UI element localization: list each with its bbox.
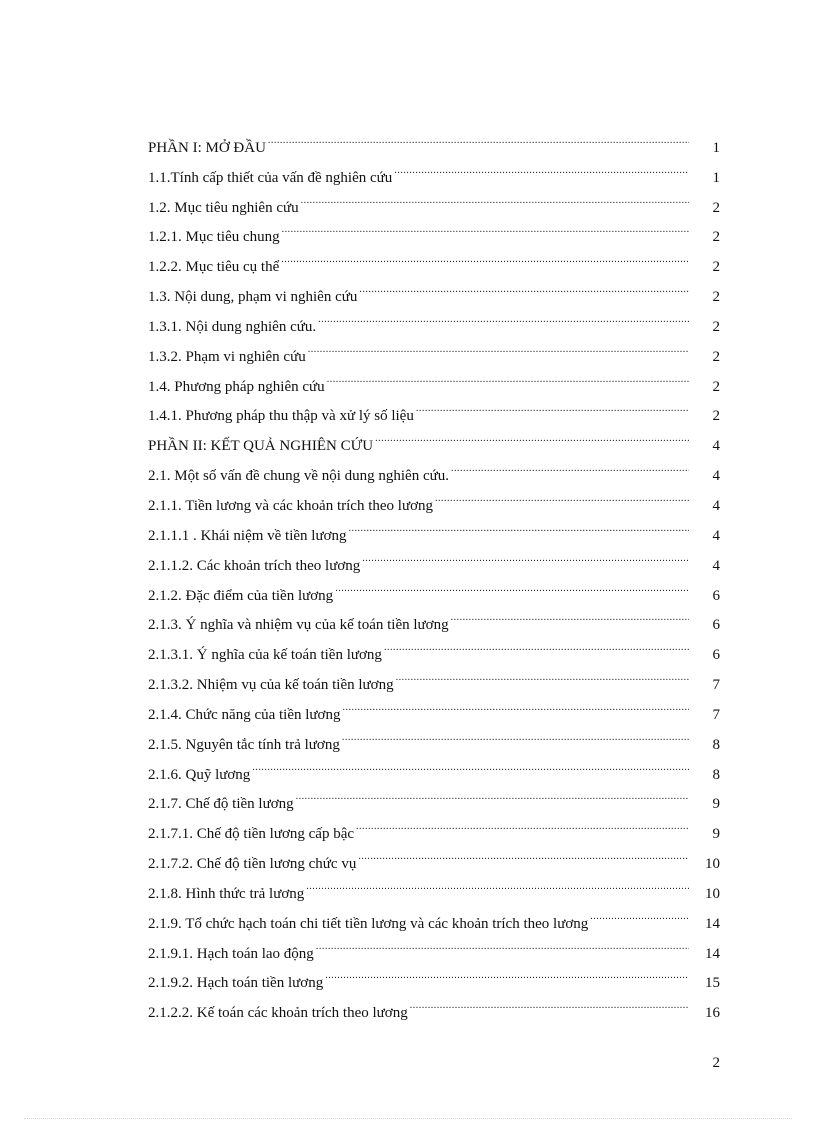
toc-dot-leader [451, 450, 689, 480]
toc-dot-leader [342, 719, 689, 749]
toc-entry-page: 6 [712, 617, 720, 634]
toc-dot-leader [384, 629, 689, 659]
toc-dot-leader [435, 480, 689, 510]
toc-entry-title: 2.1.7.1. Chế độ tiền lương cấp bậc [148, 826, 355, 843]
toc-dot-leader [282, 212, 689, 242]
toc-dot-leader [325, 958, 689, 988]
toc-entry-title: PHẦN II: KẾT QUẢ NGHIÊN CỨU [148, 438, 374, 455]
toc-entry-title: 2.1.1.2. Các khoản trích theo lương [148, 557, 361, 574]
toc-entry-page: 7 [712, 706, 720, 723]
toc-entry-page: 9 [712, 826, 720, 843]
toc-entry-title: 1.2. Mục tiêu nghiên cứu [148, 199, 299, 216]
toc-entry-title: 2.1.3.2. Nhiệm vụ của kế toán tiền lương [148, 677, 394, 694]
toc-entry-page: 7 [712, 677, 720, 694]
toc-entry-page: 1 [712, 169, 720, 186]
toc-dot-leader [327, 361, 689, 391]
toc-dot-leader [590, 898, 689, 928]
toc-dot-leader [316, 928, 689, 958]
toc-entry-page: 2 [712, 199, 720, 216]
toc-entry-title: 2.1.9. Tổ chức hạch toán chi tiết tiền lương và các khoản trích theo lương [148, 915, 589, 932]
toc-dot-leader [416, 391, 689, 421]
toc-dot-leader [343, 689, 690, 719]
toc-entry-title: 1.2.2. Mục tiêu cụ thể [148, 259, 280, 276]
toc-dot-leader [308, 331, 689, 361]
toc-entry-title: 2.1.7. Chế độ tiền lương [148, 796, 294, 813]
page-bottom-divider [24, 1118, 792, 1119]
toc-entry-page: 8 [712, 736, 720, 753]
toc-dot-leader [362, 540, 689, 570]
table-of-contents [148, 122, 720, 1022]
toc-dot-leader [296, 779, 689, 809]
toc-entry-page: 15 [705, 975, 720, 992]
toc-dot-leader [451, 600, 689, 630]
toc-entry-page: 2 [712, 408, 720, 425]
toc-entry-title: 2.1.1. Tiền lương và các khoản trích theo lương [148, 497, 433, 514]
toc-entry-title: 2.1.7.2. Chế độ tiền lương chức vụ [148, 856, 357, 873]
toc-dot-leader [356, 808, 689, 838]
toc-entry-page: 4 [712, 468, 720, 485]
toc-entry-page: 2 [712, 318, 720, 335]
toc-entry-page: 10 [705, 885, 720, 902]
toc-dot-leader [335, 570, 689, 600]
toc-entry-page: 6 [712, 587, 720, 604]
toc-dot-leader [359, 271, 689, 301]
toc-dot-leader [301, 182, 689, 212]
toc-entry-page: 14 [705, 945, 720, 962]
toc-entry-title: 2.1.3.1. Ý nghĩa của kế toán tiền lương [148, 647, 382, 664]
toc-entry-title: 2.1.3. Ý nghĩa và nhiệm vụ của kế toán tiền lương [148, 617, 449, 634]
toc-entry-page: 9 [712, 796, 720, 813]
toc-dot-leader [252, 749, 689, 779]
toc-entry-page: 4 [712, 557, 720, 574]
toc-entry-page: 4 [712, 497, 720, 514]
toc-entry-page: 2 [712, 289, 720, 306]
toc-dot-leader [349, 510, 689, 540]
toc-entry-page: 2 [712, 348, 720, 365]
toc-entry-title: 2.1. Một số vấn đề chung về nội dung nghiên cứu. [148, 468, 450, 485]
toc-entry-page: 2 [712, 229, 720, 246]
toc-entry-title: 2.1.1.1 . Khái niệm về tiền lương [148, 527, 347, 544]
toc-entry-page: 8 [712, 766, 720, 783]
toc-entry-page: 16 [705, 1005, 720, 1022]
toc-entry-title: 2.1.9.1. Hạch toán lao động [148, 945, 314, 962]
toc-entry-page: 1 [712, 139, 720, 156]
toc-dot-leader [375, 420, 689, 450]
toc-entry-page: 2 [712, 259, 720, 276]
toc-entry-title: 1.3.2. Phạm vi nghiên cứu [148, 348, 306, 365]
toc-entry-title: 1.3. Nội dung, phạm vi nghiên cứu [148, 289, 358, 306]
toc-entry-title: 2.1.8. Hình thức trả lương [148, 885, 305, 902]
toc-dot-leader [281, 241, 689, 271]
toc-dot-leader [358, 838, 689, 868]
toc-entry-page: 4 [712, 438, 720, 455]
toc-entry-title: 1.4. Phương pháp nghiên cứu [148, 378, 325, 395]
toc-entry-page: 6 [712, 647, 720, 664]
toc-entry-title: 2.1.4. Chức năng của tiền lương [148, 706, 341, 723]
toc-entry[interactable] [148, 122, 720, 156]
toc-dot-leader [394, 152, 689, 182]
toc-entry-page: 10 [705, 856, 720, 873]
toc-dot-leader [396, 659, 689, 689]
toc-entry-title: 1.4.1. Phương pháp thu thập và xử lý số liệu [148, 408, 414, 425]
toc-entry-title: 2.1.2. Đặc điểm của tiền lương [148, 587, 334, 604]
toc-dot-leader [410, 987, 689, 1017]
toc-entry-title: PHẦN I: MỞ ĐẦU [148, 139, 266, 156]
toc-entry-page: 4 [712, 527, 720, 544]
toc-dot-leader [306, 868, 689, 898]
toc-entry-title: 2.1.6. Quỹ lương [148, 766, 251, 783]
toc-dot-leader [318, 301, 689, 331]
toc-entry-title: 1.1.Tính cấp thiết của vấn đề nghiên cứu [148, 169, 393, 186]
toc-entry-title: 1.2.1. Mục tiêu chung [148, 229, 280, 246]
toc-entry-title: 2.1.9.2. Hạch toán tiền lương [148, 975, 324, 992]
page-number: 2 [712, 1055, 720, 1071]
toc-entry-page: 14 [705, 915, 720, 932]
toc-dot-leader [268, 122, 689, 152]
toc-entry-title: 2.1.2.2. Kế toán các khoản trích theo lương [148, 1005, 408, 1022]
toc-entry-title: 1.3.1. Nội dung nghiên cứu. [148, 318, 317, 335]
toc-entry-title: 2.1.5. Nguyên tắc tính trả lương [148, 736, 340, 753]
toc-entry-page: 2 [712, 378, 720, 395]
